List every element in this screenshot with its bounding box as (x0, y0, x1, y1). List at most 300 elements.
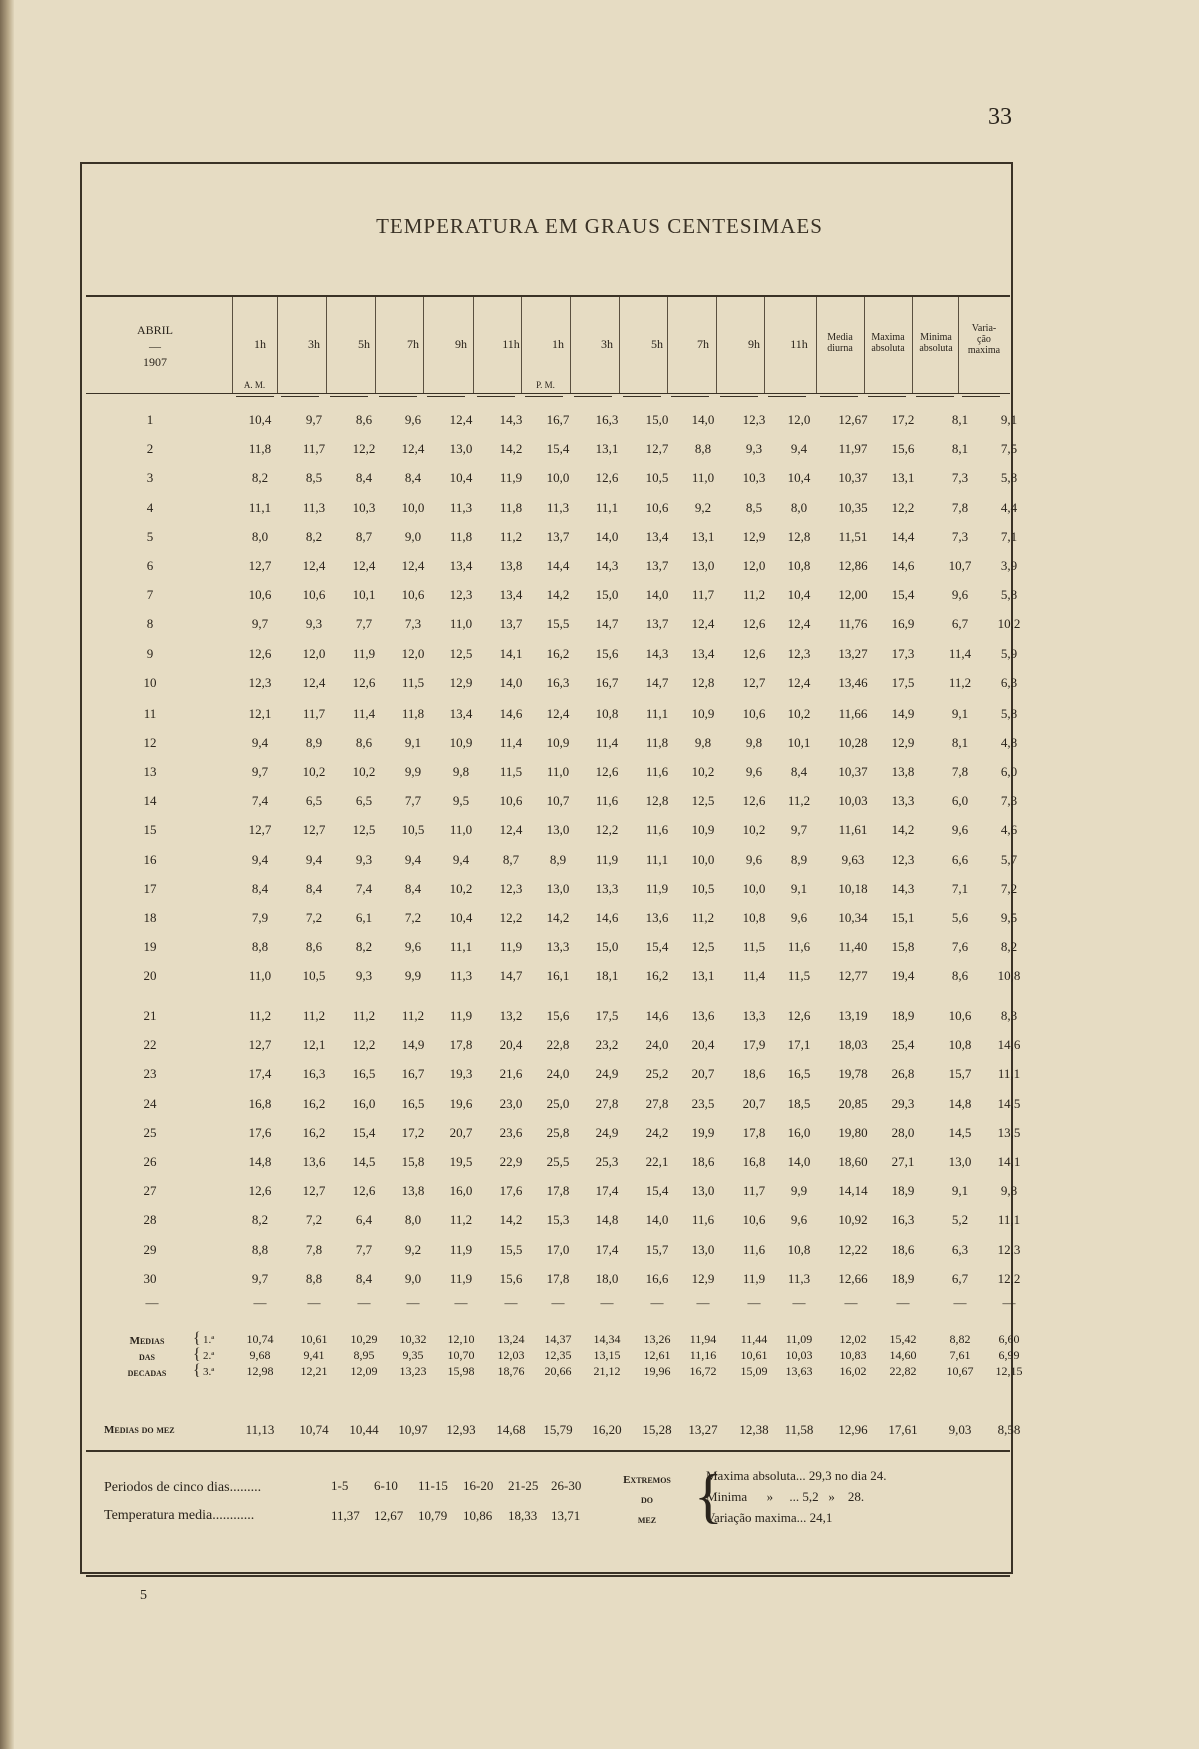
decade-cell: 13,26 (643, 1332, 671, 1346)
table-cell: 11,6 (787, 938, 811, 954)
table-cell: 16,2 (302, 1124, 326, 1140)
decade-cell: 10,74 (246, 1332, 274, 1346)
table-cell: 11,2 (352, 1008, 376, 1023)
table-cell: 16,0 (449, 1183, 473, 1199)
table-cell: 11,0 (546, 764, 570, 780)
table-cell: 14,2 (546, 587, 570, 603)
header-hour: 7h (697, 337, 709, 351)
table-cell: 13,3 (891, 793, 915, 809)
table-cell: 14,2 (546, 909, 570, 925)
table-cell: 15,8 (401, 1154, 425, 1169)
table-cell: 25,4 (891, 1037, 915, 1053)
table-cell: 20,85 (838, 1095, 868, 1111)
table-cell: 14,8 (595, 1212, 619, 1228)
table-cell: 13,3 (546, 938, 570, 954)
table-cell: 25,2 (645, 1066, 669, 1082)
table-cell: 10,35 (838, 499, 868, 515)
table-cell: 14,1 (997, 1154, 1021, 1169)
decade-cell: 9,41 (303, 1348, 325, 1362)
table-cell: 12,8 (787, 528, 811, 544)
period-range: 26-30 (551, 1478, 582, 1493)
decade-label: Medias das decadas (127, 1335, 167, 1379)
header-maxima-absoluta: Maxima absoluta (871, 332, 905, 354)
separator-dash: — (454, 1295, 468, 1310)
table-cell: 9,6 (745, 851, 763, 867)
table-cell: 15,8 (891, 938, 915, 954)
separator-dash: — (307, 1295, 321, 1310)
table-cell: 23,5 (691, 1095, 715, 1111)
table-cell: 12,3 (787, 645, 811, 661)
table-cell: 12,4 (302, 674, 326, 690)
header-month: ABRIL (137, 323, 173, 337)
extremos-line: Minima » ... 5,2 » 28. (706, 1489, 865, 1504)
table-cell: 12,00 (838, 587, 868, 603)
table-cell: 14,0 (691, 412, 715, 427)
temperature-label: Temperatura media............ (104, 1508, 255, 1523)
table-cell: 8,9 (305, 735, 323, 751)
table-cell: 11,8 (499, 499, 523, 515)
table-cell: 8,8 (251, 1241, 269, 1257)
table-cell: 11,3 (449, 499, 473, 515)
table-cell: 16,2 (302, 1095, 326, 1111)
table-cell: 12,9 (891, 735, 915, 751)
table-cell: 15,7 (645, 1241, 669, 1257)
table-cell: 12,3 (449, 587, 473, 603)
table-cell: 16,5 (401, 1095, 425, 1111)
table-cell: 24,2 (645, 1124, 669, 1140)
table-cell: 7,3 (1000, 793, 1018, 809)
table-cell: 10,8 (948, 1037, 972, 1053)
table-cell: 7,1 (951, 880, 969, 896)
table-cell: 19,3 (449, 1066, 473, 1082)
table-cell: 16,3 (546, 674, 570, 690)
table-cell: 9,7 (790, 822, 808, 838)
table-cell: 20,4 (691, 1037, 715, 1053)
table-cell: 25,8 (546, 1124, 570, 1140)
table-cell: 27,8 (645, 1095, 669, 1111)
table-cell: 12,6 (248, 645, 272, 661)
table-cell: 21,6 (499, 1066, 523, 1082)
table-cell: 11,66 (838, 706, 868, 721)
decade-cell: 16,72 (689, 1364, 717, 1378)
table-cell: 12,1 (302, 1037, 326, 1053)
table-cell: 11,5 (499, 764, 523, 780)
table-cell: 13,1 (691, 528, 715, 544)
month-mean-cell: 11,13 (245, 1422, 275, 1437)
table-cell: 6,5 (305, 793, 323, 809)
table-cell: 6,6 (951, 851, 969, 867)
table-cell: 16,6 (645, 1270, 669, 1286)
extremos-line: Variação maxima... 24,1 (706, 1510, 833, 1525)
table-cell: 12,4 (302, 558, 326, 573)
table-cell: 15,0 (645, 412, 669, 427)
decade-cell: 13,63 (785, 1364, 813, 1378)
table-cell: 12,4 (691, 616, 715, 632)
table-title: TEMPERATURA EM GRAUS CENTESIMAES (376, 214, 823, 238)
table-cell: 10,8 (997, 967, 1021, 983)
decade-cell: 13,23 (399, 1364, 427, 1378)
day-number: 24 (143, 1095, 157, 1111)
table-cell: 11,1 (645, 851, 669, 867)
table-cell: 8,2 (251, 1212, 269, 1228)
table-cell: 8,7 (355, 528, 373, 544)
table-cell: 8,4 (404, 470, 422, 486)
table-cell: 13,1 (595, 441, 619, 457)
table-cell: 10,5 (691, 880, 715, 896)
table-cell: 11,40 (838, 938, 868, 954)
table-cell: 24,0 (546, 1066, 570, 1082)
table-cell: 14,0 (787, 1154, 811, 1169)
header-hour: 1h (254, 337, 266, 351)
table-cell: 12,22 (838, 1241, 868, 1257)
separator-dash: — (792, 1295, 806, 1310)
table-cell: 12,77 (838, 967, 868, 983)
column-underline (379, 396, 417, 397)
decade-cell: 13,15 (593, 1348, 621, 1362)
period-range: 21-25 (508, 1478, 539, 1493)
table-cell: 5,2 (951, 1212, 969, 1228)
table-cell: 12,9 (449, 674, 473, 690)
table-cell: 11,9 (352, 645, 376, 661)
table-cell: 11,9 (449, 1008, 473, 1023)
table-cell: 11,9 (742, 1270, 766, 1286)
table-cell: 12,6 (248, 1183, 272, 1199)
day-number: 29 (143, 1241, 157, 1257)
table-cell: 13,7 (499, 616, 523, 632)
header-pm-label: P. M. (536, 380, 555, 390)
table-cell: 5,8 (1000, 587, 1018, 603)
table-cell: 25,0 (546, 1095, 570, 1111)
table-cell: 12,4 (546, 706, 570, 721)
period-temperature: 11,37 (331, 1508, 360, 1523)
table-cell: 12,7 (302, 1183, 326, 1199)
table-cell: 11,9 (449, 1270, 473, 1286)
table-cell: 11,9 (645, 880, 669, 896)
table-cell: 15,4 (546, 441, 570, 457)
table-cell: 9,6 (745, 764, 763, 780)
table-cell: 9,9 (790, 1183, 808, 1199)
table-cell: 12,8 (645, 793, 669, 809)
table-cell: 10,8 (742, 909, 766, 925)
table-cell: 10,4 (787, 470, 811, 486)
table-cell: 11,1 (595, 499, 619, 515)
table-cell: 8,4 (790, 764, 808, 780)
period-temperature: 18,33 (508, 1508, 538, 1523)
table-cell: 11,4 (352, 706, 376, 721)
table-cell: 10,2 (352, 764, 376, 780)
header-media-diurna: Media diurna (827, 332, 853, 354)
decade-cell: 11,44 (740, 1332, 768, 1346)
day-number: 16 (143, 851, 157, 867)
month-mean-label: Medias do mez (104, 1424, 175, 1436)
table-cell: 12,6 (595, 470, 619, 486)
table-cell: 12,0 (302, 645, 326, 661)
table-cell: 18,9 (891, 1183, 915, 1199)
table-cell: 11,4 (499, 735, 523, 751)
book-spine (0, 0, 14, 1749)
table-cell: 14,4 (546, 558, 570, 573)
table-cell: 12,6 (742, 793, 766, 809)
decade-cell: 10,32 (399, 1332, 427, 1346)
table-cell: 16,7 (401, 1066, 425, 1082)
table-cell: 14,6 (595, 909, 619, 925)
header-minima-absoluta: Minima absoluta (919, 332, 953, 354)
day-number: 3 (146, 470, 154, 486)
table-cell: 10,37 (838, 470, 868, 486)
table-cell: 13,3 (595, 880, 619, 896)
table-cell: 11,9 (449, 1241, 473, 1257)
table-cell: 9,8 (694, 735, 712, 751)
decade-cell: 9,68 (249, 1348, 271, 1362)
separator-dash: — (650, 1295, 664, 1310)
table-cell: 15,5 (546, 616, 570, 632)
table-cell: 15,6 (891, 441, 915, 457)
header-variacao-maxima: Varia- ção maxima (967, 323, 1001, 356)
month-mean-cell: 11,58 (784, 1422, 814, 1437)
table-cell: 17,4 (595, 1183, 619, 1199)
table-cell: 13,0 (449, 441, 473, 457)
table-cell: 17,8 (546, 1183, 570, 1199)
table-cell: 14,5 (948, 1124, 972, 1140)
table-cell: 10,9 (449, 735, 473, 751)
table-cell: 12,2 (997, 1270, 1021, 1286)
table-cell: 11,2 (248, 1008, 272, 1023)
table-cell: 9,7 (251, 764, 269, 780)
decade-ordinal: 1.ª (203, 1334, 215, 1346)
table-cell: 12,2 (352, 1037, 376, 1053)
table-cell: 7,7 (355, 616, 373, 632)
period-temperature: 12,67 (374, 1508, 404, 1523)
table-cell: 11,2 (302, 1008, 326, 1023)
separator-dash: — (357, 1295, 371, 1310)
table-cell: 10,3 (742, 470, 766, 486)
extremos-brace: { (694, 1463, 723, 1529)
table-cell: 14,5 (352, 1154, 376, 1169)
table-cell: 6,3 (1000, 674, 1018, 690)
table-cell: 14,0 (595, 528, 619, 544)
header-top-rule (86, 295, 1010, 297)
table-cell: 10,18 (838, 880, 868, 896)
table-cell: 11,0 (449, 616, 473, 632)
table-cell: 10,9 (691, 822, 715, 838)
table-cell: 10,2 (742, 822, 766, 838)
table-cell: 14,5 (997, 1095, 1021, 1111)
table-cell: 9,7 (251, 616, 269, 632)
table-cell: 8,2 (251, 470, 269, 486)
table-cell: 17,3 (891, 645, 915, 661)
header-hour: 5h (651, 337, 663, 351)
day-number: 14 (143, 793, 157, 809)
table-cell: 9,1 (951, 1183, 969, 1199)
table-cell: 12,4 (499, 822, 523, 838)
table-cell: 9,6 (404, 412, 422, 427)
column-underline (525, 396, 563, 397)
table-cell: 12,6 (352, 674, 376, 690)
decade-cell: 16,02 (839, 1364, 867, 1378)
table-cell: 10,1 (787, 735, 811, 751)
table-cell: 8,3 (1000, 1008, 1018, 1023)
decade-cell: 9,35 (402, 1348, 424, 1362)
page-number: 33 (988, 104, 1012, 130)
table-cell: 17,2 (891, 412, 915, 427)
table-cell: 12,66 (838, 1270, 868, 1286)
table-cell: 17,2 (401, 1124, 425, 1140)
table-cell: 17,8 (546, 1270, 570, 1286)
decade-cell: 12,03 (497, 1348, 525, 1362)
table-cell: 8,2 (355, 938, 373, 954)
table-cell: 18,60 (838, 1154, 868, 1169)
table-cell: 12,6 (787, 1008, 811, 1023)
table-cell: 14,7 (595, 616, 619, 632)
table-cell: 14,2 (499, 441, 523, 457)
table-cell: 7,8 (305, 1241, 323, 1257)
column-underline (236, 396, 274, 397)
table-cell: 19,6 (449, 1095, 473, 1111)
table-cell: 14,1 (499, 645, 523, 661)
table-cell: 11,7 (691, 587, 715, 603)
table-cell: 12,5 (691, 938, 715, 954)
table-cell: 10,3 (352, 499, 376, 515)
table-cell: 10,4 (449, 470, 473, 486)
table-cell: 10,6 (499, 793, 523, 809)
table-cell: 12,2 (352, 441, 376, 457)
table-cell: 10,0 (742, 880, 766, 896)
column-underline (916, 396, 954, 397)
table-cell: 13,0 (546, 880, 570, 896)
table-cell: 8,1 (951, 441, 969, 457)
table-cell: 13,0 (948, 1154, 972, 1169)
table-cell: 8,6 (355, 412, 373, 427)
table-cell: 17,0 (546, 1241, 570, 1257)
table-cell: 9,4 (790, 441, 808, 457)
table-cell: 17,6 (248, 1124, 272, 1140)
day-number: 15 (143, 822, 157, 838)
table-cell: 12,7 (302, 822, 326, 838)
table-cell: 11,4 (742, 967, 766, 983)
table-cell: 11,8 (449, 528, 473, 544)
table-cell: 17,9 (742, 1037, 766, 1053)
header-bottom-rule (86, 393, 1010, 394)
table-cell: 17,1 (787, 1037, 811, 1053)
table-cell: 16,0 (352, 1095, 376, 1111)
table-cell: 12,5 (691, 793, 715, 809)
table-cell: 11,2 (691, 909, 715, 925)
table-cell: 13,0 (691, 558, 715, 573)
table-cell: 13,6 (645, 909, 669, 925)
column-underline (574, 396, 612, 397)
table-cell: 26,8 (891, 1066, 915, 1082)
decade-cell: 12,61 (643, 1348, 671, 1362)
column-underline (868, 396, 906, 397)
table-cell: 3,9 (1000, 558, 1018, 573)
month-mean-cell: 16,20 (592, 1422, 622, 1437)
table-cell: 10,5 (645, 470, 669, 486)
decade-cell: 10,61 (300, 1332, 328, 1346)
table-cell: 9,1 (790, 880, 808, 896)
day-number: 9 (146, 645, 154, 661)
table-cell: 11,7 (302, 441, 326, 457)
table-cell: 10,1 (352, 587, 376, 603)
table-cell: 15,6 (499, 1270, 523, 1286)
decade-cell: 12,35 (544, 1348, 572, 1362)
table-cell: 7,8 (951, 499, 969, 515)
table-cell: 13,7 (645, 558, 669, 573)
table-cell: 8,5 (745, 499, 763, 515)
decade-cell: 10,03 (785, 1348, 813, 1362)
table-cell: 15,4 (645, 1183, 669, 1199)
table-cell: 13,6 (302, 1154, 326, 1169)
table-cell: 13,6 (691, 1008, 715, 1023)
table-cell: 13,3 (742, 1008, 766, 1023)
table-cell: 11,2 (948, 674, 972, 690)
table-cell: 8,8 (305, 1270, 323, 1286)
table-cell: 11,6 (645, 764, 669, 780)
table-cell: 11,0 (248, 967, 272, 983)
table-cell: 9,2 (694, 499, 712, 515)
table-cell: 11,1 (997, 1066, 1021, 1082)
table-cell: 8,2 (305, 528, 323, 544)
table-cell: 10,2 (691, 764, 715, 780)
day-number: 18 (143, 909, 157, 925)
table-cell: 18,0 (595, 1270, 619, 1286)
table-cell: 12,3 (248, 674, 272, 690)
table-cell: 13,0 (691, 1241, 715, 1257)
table-cell: 8,0 (790, 499, 808, 515)
decade-cell: 8,95 (353, 1348, 375, 1362)
table-cell: 9,3 (305, 616, 323, 632)
table-cell: 19,80 (838, 1124, 868, 1140)
table-cell: 15,4 (645, 938, 669, 954)
table-cell: 16,3 (891, 1212, 915, 1228)
period-range: 16-20 (463, 1478, 494, 1493)
table-cell: 14,7 (645, 674, 669, 690)
day-number: 17 (143, 880, 157, 896)
table-cell: 11,8 (401, 706, 425, 721)
month-mean-cell: 12,38 (739, 1422, 769, 1437)
table-cell: 16,2 (645, 967, 669, 983)
table-cell: 12,86 (838, 558, 868, 573)
header-dash: — (149, 339, 161, 353)
decade-cell: 22,82 (889, 1364, 917, 1378)
table-cell: 8,9 (549, 851, 567, 867)
table-cell: 11,3 (787, 1270, 811, 1286)
table-cell: 14,7 (499, 967, 523, 983)
table-cell: 12,67 (838, 412, 868, 427)
table-cell: 9,4 (251, 735, 269, 751)
decade-cell: 14,37 (544, 1332, 572, 1346)
decade-ordinal: 3.ª (203, 1366, 215, 1378)
table-cell: 16,9 (891, 616, 915, 632)
table-cell: 14,2 (891, 822, 915, 838)
table-cell: 10,37 (838, 764, 868, 780)
table-cell: 10,4 (449, 909, 473, 925)
day-number: 20 (143, 967, 157, 983)
signature-mark: 5 (140, 1588, 147, 1603)
table-cell: 9,4 (305, 851, 323, 867)
day-number: 21 (143, 1008, 157, 1023)
table-cell: 14,8 (248, 1154, 272, 1169)
table-cell: 5,8 (1000, 470, 1018, 486)
table-cell: 7,2 (305, 909, 323, 925)
table-cell: 9,0 (404, 528, 422, 544)
table-cell: 22,8 (546, 1037, 570, 1053)
table-cell: 10,6 (248, 587, 272, 603)
table-cell: 9,8 (1000, 1183, 1018, 1199)
day-number: 13 (143, 764, 157, 780)
table-cell: 9,6 (790, 1212, 808, 1228)
decade-cell: 12,02 (839, 1332, 867, 1346)
decade-cell: 6,99 (998, 1348, 1020, 1362)
